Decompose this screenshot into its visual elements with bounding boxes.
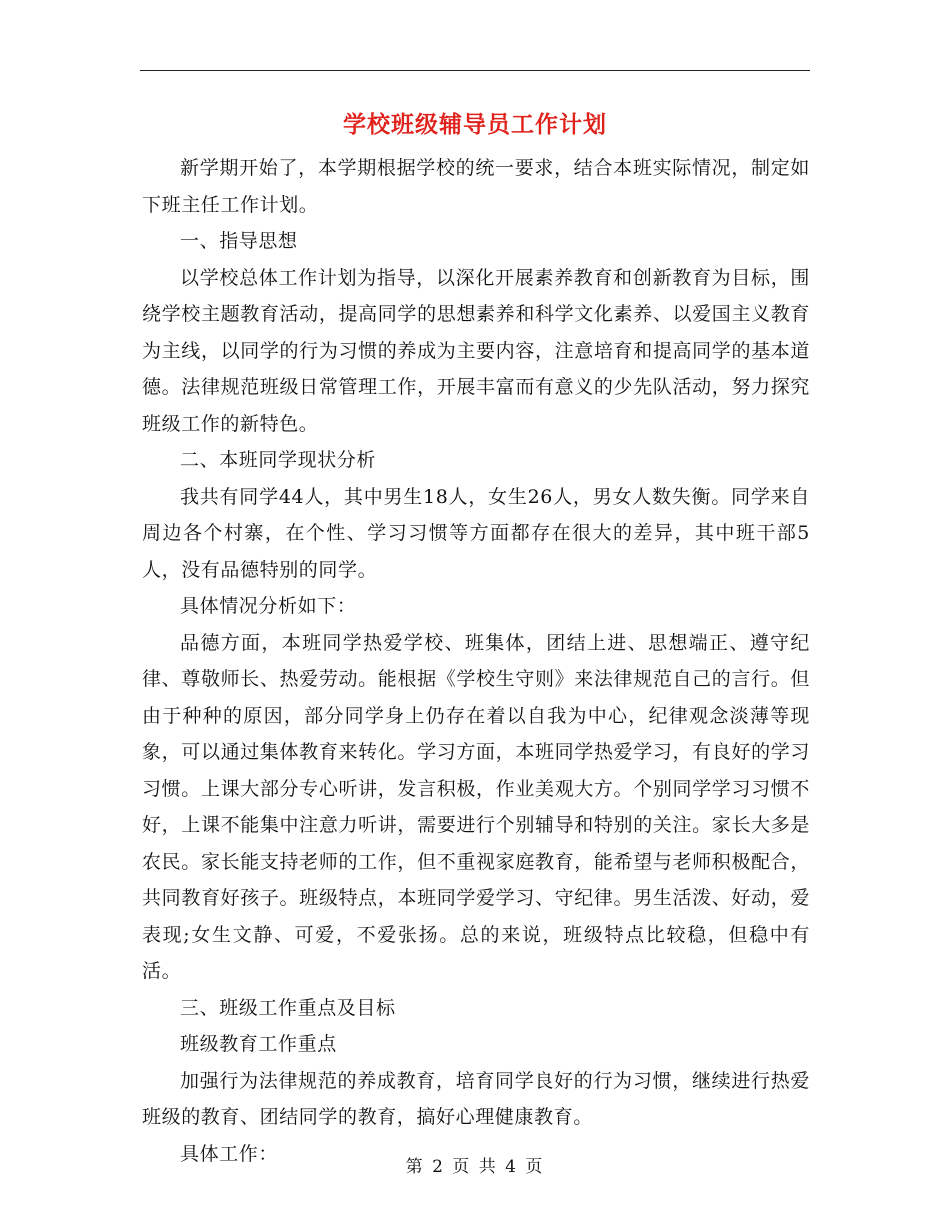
- heading-work-focus: 三、班级工作重点及目标: [180, 996, 396, 1019]
- paragraph-detailed-analysis: 品德方面，本班同学热爱学校、班集体，团结上进、思想端正、遵守纪律、尊敬师长、热爱劳动。能根据《学校生守则》来法律规范自己的言行。但由于种种的原因，部分同学身上仍存在着以自我为中心，纪律观念淡薄等现象，可以通过集体教育来转化。学习方面，本班同学热爱学习，有良好的学习习惯。上课大部分专心听讲，发言积极，作业美观大方。个别同学学习习惯不好，上课不能集中注意力听讲，需要进行个别辅导和特别的关注。家长大多是农民。家长能支持老师的工作，但不重视家庭教育，能希望与老师积极配合，共同教育好孩子。班级特点，本班同学爱学习、守纪律。男生活泼、好动，爱表现;女生文静、可爱，不爱张扬。总的来说，班级特点比较稳，但稳中有活。: [142, 631, 810, 982]
- paragraph-analysis-lead: 具体情况分析如下：: [180, 595, 357, 617]
- heading-guiding-ideology: 一、指导思想: [180, 230, 298, 252]
- paragraph-class-stats: 我共有同学44人，其中男生18人，女生26人，男女人数失衡。同学来自周边各个村寨，在个性、学习习惯等方面都存在很大的差异，其中班干部5人，没有品德特别的同学。: [142, 485, 810, 581]
- subheading-education-focus: 班级教育工作重点: [180, 1033, 337, 1055]
- header-rule: [140, 70, 810, 71]
- paragraph-guiding-ideology: 以学校总体工作计划为指导，以深化开展素养教育和创新教育为目标，围绕学校主题教育活动，提高同学的思想素养和科学文化素养、以爱国主义教育为主线，以同学的行为习惯的养成为主要内容，注意培育和提高同学的基本道德。法律规范班级日常管理工作，开展丰富而有意义的少先队活动，努力探究班级工作的新特色。: [142, 266, 810, 435]
- document-body: [142, 150, 810, 1172]
- paragraph-specific-work: 具体工作：: [180, 1142, 279, 1165]
- paragraph-intro: 新学期开始了，本学期根据学校的统一要求，结合本班实际情况，制定如下班主任工作计划。: [142, 157, 810, 216]
- document-title: 学校班级辅导员工作计划: [343, 111, 607, 138]
- page-number-footer: 第 2 页 共 4 页: [405, 1157, 545, 1177]
- heading-class-analysis: 二、本班同学现状分析: [180, 449, 377, 471]
- paragraph-education-focus: 加强行为法律规范的养成教育，培育同学良好的行为习惯，继续进行热爱班级的教育、团结同学的教育，搞好心理健康教育。: [142, 1069, 810, 1128]
